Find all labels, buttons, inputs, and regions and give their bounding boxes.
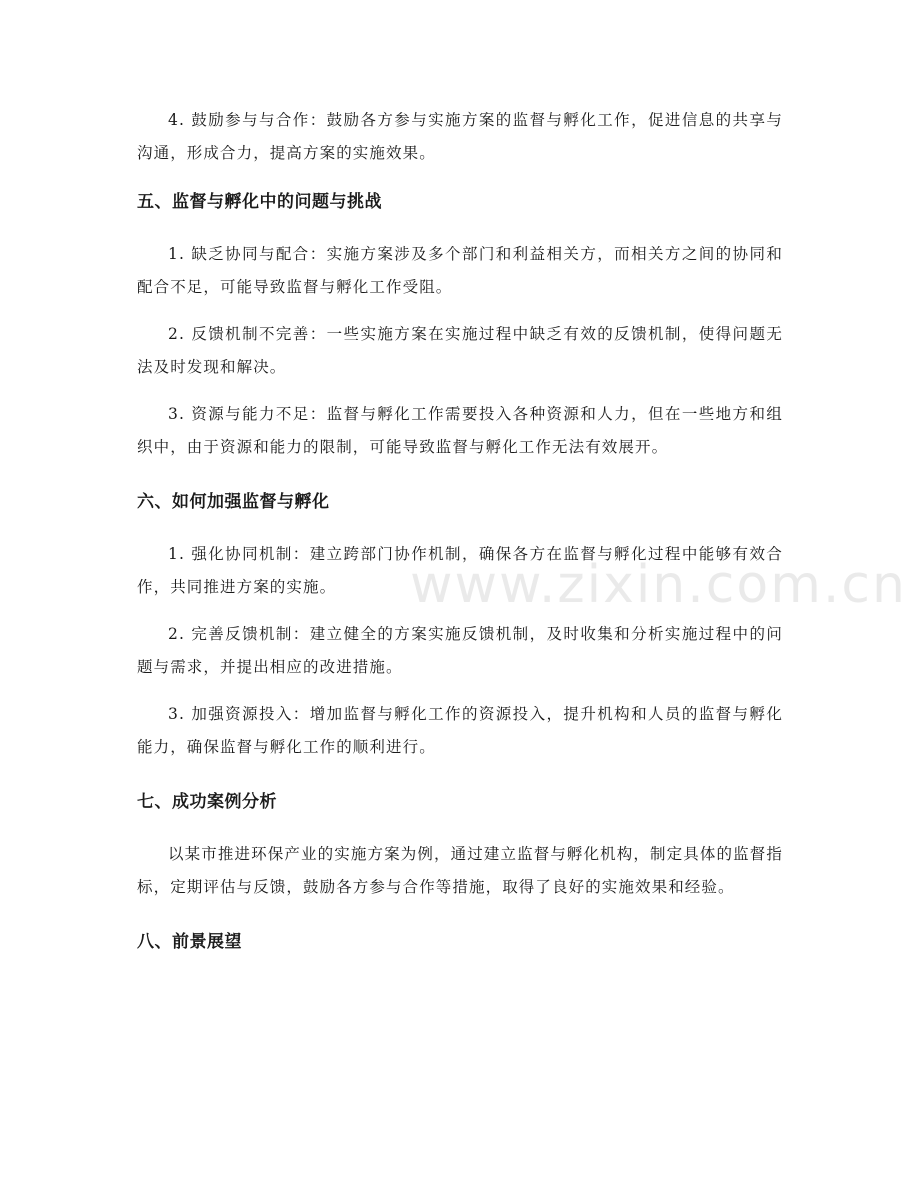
section-heading-strengthen: 六、如何加强监督与孵化 [137,492,330,512]
paragraph-increase-resources: 3. 加强资源投入：增加监督与孵化工作的资源投入，提升机构和人员的监督与孵化能力，确保监督与孵化工作的顺利进行。 [137,705,783,756]
section-heading-problems: 五、监督与孵化中的问题与挑战 [137,192,382,212]
section-heading-outlook: 八、前景展望 [137,932,242,952]
paragraph-encourage-participation: 4. 鼓励参与与合作：鼓励各方参与实施方案的监督与孵化工作，促进信息的共享与沟通，形成合力，提高方案的实施效果。 [137,111,783,162]
section-heading-case-study: 七、成功案例分析 [137,792,277,812]
paragraph-feedback-incomplete: 2. 反馈机制不完善：一些实施方案在实施过程中缺乏有效的反馈机制，使得问题无法及时发现和解决。 [137,325,783,376]
paragraph-lack-coordination: 1. 缺乏协同与配合：实施方案涉及多个部门和利益相关方，而相关方之间的协同和配合不足，可能导致监督与孵化工作受阻。 [137,245,783,296]
paragraph-resource-shortage: 3. 资源与能力不足：监督与孵化工作需要投入各种资源和人力，但在一些地方和组织中，由于资源和能力的限制，可能导致监督与孵化工作无法有效展开。 [137,405,783,456]
paragraph-strengthen-coordination: 1. 强化协同机制：建立跨部门协作机制，确保各方在监督与孵化过程中能够有效合作，共同推进方案的实施。 [137,545,783,596]
document-body [137,104,783,978]
paragraph-improve-feedback: 2. 完善反馈机制：建立健全的方案实施反馈机制，及时收集和分析实施过程中的问题与需求，并提出相应的改进措施。 [137,625,783,676]
paragraph-case-study: 以某市推进环保产业的实施方案为例，通过建立监督与孵化机构，制定具体的监督指标，定期评估与反馈，鼓励各方参与合作等措施，取得了良好的实施效果和经验。 [137,845,783,896]
watermark: www.zixin.com.cn [410,555,907,615]
